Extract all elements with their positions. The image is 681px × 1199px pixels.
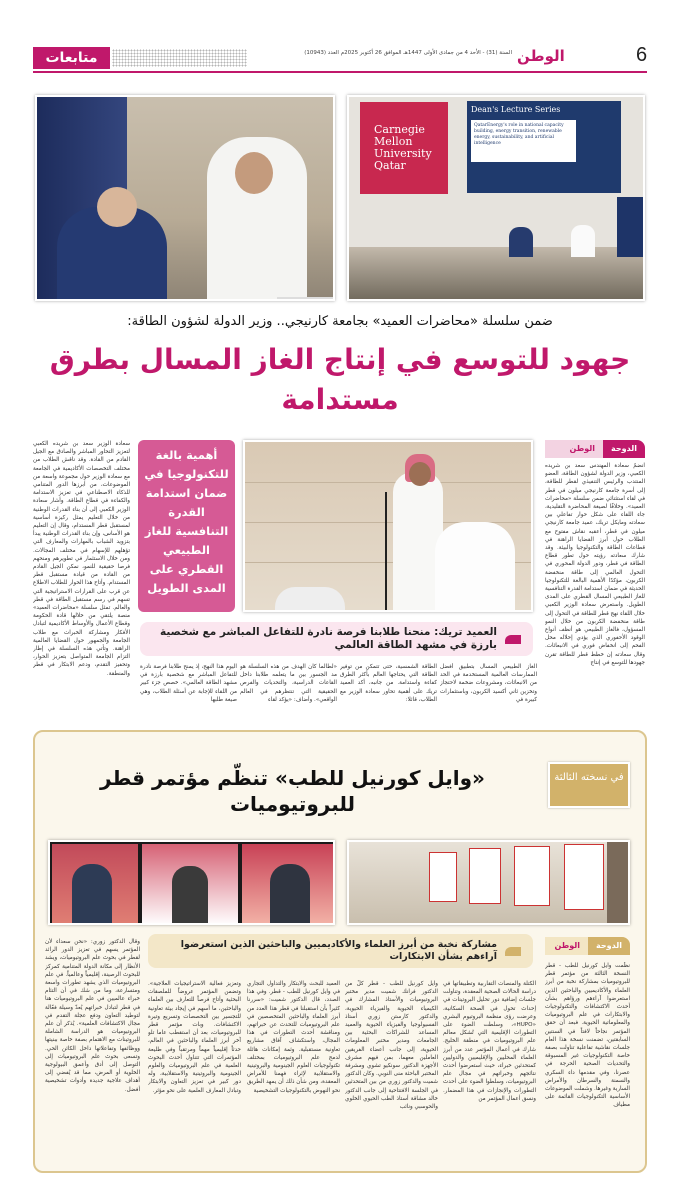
newspaper-logo: الوطن [517,47,565,65]
slide-title: Dean's Lecture Series [471,105,561,114]
article-column: سعادة الوزير سعد بن شريده الكعبي لتعزيز التحاور المباشر والصادق مع الجيل القادم من القادة. وقد ناقش الطلاب من مختلف التخصصات الأكاديمية في الجامعة مع سعادة الوزير حول مجموعة واسعة من الموضوعات، من أبرزها الدور المتنامي للذكاء الاصطناعي في تعزيز الاستدامة والكفاءة في قطاع الطاقة. وأشار سعادة الوزير الكعبي إلى أن بناء القدرات الوطنية من خلال التعليم يمثل ركيزة أساسية لمستقبل قطر المستدام، وقال إن التعليم هو الأساس، وإن بناء القدرات الوطنية يبدأ بتزويد الشباب بالمهارات والمعارف التي تؤهلهم للإسهام في مختلف المجالات. ومن خلال الاستثمار في تطويرهم ومنحهم فرصا حقيقية للنمو، نمكن الجيل القادم من القادة من قيادة مستقبل قطر المستدام. وأتاح هذا الحوار للطلاب الاطلاع عن قرب على القرارات الاستراتيجية التي تسهم في رسم مستقبل الطاقة في قطر والعالم. تمثل سلسلة «محاضرات العميد» منصة يلتقي من خلالها قادة الحكومة وقطاع الأعمال والأوساط الأكاديمية لتبادل الأفكار ومشاركة الخبرات مع طلاب الجامعة والجمهور حول القضايا العالمية الراهنة. وتأتي هذه السلسلة في إطار التزام الجامعة المتواصل بتعزيز الحوار، وتحفيز التقدم، ودعم الابتكار في قطر والمنطقة. [33,441,130,677]
dateline-tag [545,937,630,955]
article-column: العميد للبحث والابتكار والتداول التجاري في وايل كورنيل للطب - قطر. وفي هذا الصدد، قال الدكتور شميت: «سررنا كثيراً بأن استقبلنا في قطر هذا العدد من أبرز العلماء والباحثين المتخصصين في علم البروتيوميات للتحدث عن خبراتهم، ومناقشة أحدث التطورات في هذا المجال، واستكشاف آفاق مشاريع تعاونية مستقبلية. وثمة إمكانات هائلة لدمج علم البروتيوميات بمختلف تكنولوجيات العلوم الجينومية والبروتينية والاستقلابية لإثراء فهمنا للأمراض المعقدة، ومن شأن ذلك أن يمهد الطريق نحو النهوض بالتكنولوجيات التشخيصية [247,981,340,1094]
tag-city: الدوحة [588,937,630,955]
section-label: متابعات [33,47,110,69]
tag-source: الوطن [554,941,581,950]
edition-label: في نسخته الثالثة [548,762,630,808]
article-headline: جهود للتوسع في إنتاج الغاز المسال بطرق مستدامة [49,343,631,416]
article-column: نظّمت وايل كورنيل للطب - قطر النسخة الثالثة من مؤتمر قطر للبروتيوميات بمشاركة نخبة من أبرز العلماء والأكاديميين والباحثين الذين استعرضوا آراءهم ورؤاهم بشأن أحدث الاكتشافات والتكنولوجيات والابتكارات في علم البروتيوميات والمعلوماتية الحيوية. فبعد أن حقق المؤتمر نجاحاً لافتاً في السنتين السابقتين، تضمنت نسخة هذا العام جلسات نقاشية تفاعلية تناولت بصفة خاصة التكنولوجيات غير المسبوقة والتحديات الصحية الحرجة في عصرنا، وفي مقدمها داء السكري والسمنة والسرطان والأمراض السارية وغيرها. وشملت الموضوعات الأساسية التكنولوجيات القائمة على مطياف [545,963,630,1109]
pull-quote: أهمية بالغة للتكنولوجيا في ضمان استدامة القدرة التنافسية للغاز الطبيعي القطري على المدى الطويل [138,440,235,612]
page-number: 6 [636,44,648,66]
photo-speakers [48,840,335,925]
photo-poster-session [347,840,630,925]
article-column: وقال الدكتور زوري: «نحن سعداء لأن المؤتمر يسهم في تعزيز الدور الرائد لقطر في بحوث علم البروتيوميات، ويشد الأنظار إلى مكانة الدولة المتنامية كمركز للبحوث الرصينة، إقليمياً وعالمياً. في علم البروتيوميات الذي يشهد تطورات واسعة ومتسارعة، وما من شك في أن التئام خبراء عالميين في علم البروتيوميات هنا في قطر لتبادل خبراتهم يُعدّ وسيلة فعّالة لتوطيد التعاون ودفع عجلة التقدم في مجال الاكتشافات العلمية». يُذكر أن علم البروتيوميات هو الدراسة الشاملة للبروتينات مع الاهتمام بصفة خاصة ببنيتها ووظائفها وتفاعلاتها داخل الكائن الحي. وتسعى بحوث علم البروتيوميات إلى التوصل إلى أدق وأعمق البيولوجية الخلوية أو المرض، مما قد يُفضي إلى أهداف علاجية جديدة وأدوات تشخيصية أفضل. [45,939,140,1093]
article-column: الكتلة والمنصات التقاربية وتطبيقاتها في دراسة الحالات الصحية المعقدة، وتناولت جلسات إضافية دور تحليل البروتينات في إحداث تحول في الصحة السكانية، وعرضت رؤى منظمة البروتيوم البشري «HUPO»، وسلطت الضوء على التطورات الإقليمية التي تُشكل معالم علم البروتيوميات في منطقة الخليج. شارك في أعمال المؤتمر عدد من أبرز العلماء المحليين والإقليميين والدوليين كمتحدثين خبراء، حيث استعرضوا أحدث نتائجهم وخبراتهم في مجال علم البروتيوميات، وسلطوا الضوء على أحدث التطورات والإنجازات في هذا المضمار. ونسق أعمال المؤتمر من [443,981,536,1102]
article-column: اليوم هذا النهج، إذ يمنح طلابنا فرصة نادرة للتفاعل المباشر مع شخصية بارزة في مشهد الطاقة العالمي». خصص جزء كبير من اللقاء للإجابة عن أسئلة الطلاب، وهي صيغة طلبها [140,664,237,703]
article-kicker: ضمن سلسلة «محاضرات العميد» بجامعة كارنيجي.. وزير الدولة لشؤون الطاقة: [127,314,553,329]
article-subheadline [148,934,533,968]
article-column: «لطالما كان الهدف من هذه السلسلة هو مد الجسور بين ما يتعلمه طلابنا داخل القاعات الدراسية، والتحديات والفرص الحقيقية التي تنتظرهم في العالم الواقعي». وأضاف: «يؤكد لقاء [240,664,337,703]
dateline-tag [545,440,645,458]
photo-minister-on-stage [35,95,335,301]
photo-student-question [243,440,533,612]
dateline: السنة (31) - الأحد 4 من جمادى الأولى 1447هـ الموافق 26 أكتوبر 2025م العدد (10943) [304,50,512,56]
article-column: وايل كورنيل للطب - قطر كلٌ من الدكتور فرانك شميت مدير مختبر البروتيوميات والأستاذ المشارك في الكيمياء الحيوية والفيزياء الحيوية، والدكتور كارستن زوري أستاذ الفسيولوجيا والفيزياء الحيوية والعميد المساعد للشراكات البحثية بين الجامعات ومدير مختبر المعلومات الحيوية، إلى جانب أعضاء الفريقين العاملين معهما، بمن فيهم مشرف الأجهزة الدكتور سونكيو تشوي ومشرفة المختبر الباحثة منى النوبي. وكان الدكتور شميت والدكتور زوري من بين المتحدثين في الجلسة الافتتاحية إلى جانب الدكتور خالد مشاقة أستاذ الطب الحيوي الخلوي والحوسبي ونائب [345,981,438,1111]
header-pattern [112,49,247,67]
article-column: الطاقة الشمسية، حتى تتمكن من توفير الطاقة التي يحتاجها العالم بأكثر الطرق كفاءة واستدامة. من جانبه، أكد العميد تريك على أهمية تحاور سعادة الوزير مع الطلاب، قائلا: [340,664,437,703]
article-column: وتعزيز فعالية الاستراتيجيات العلاجية». وتضمن المؤتمر عروضاً للملصقات البحثية وأتاح فرصاً للتعارف بين العلماء والباحثين، ما أسهم في إيجاد بيئة تعاونية للتجسير بين التخصصات وتسريع وتيرة الاكتشافات. وبات مؤتمر قطر للبروتيوميات، بعد أن استقطب عاما تلو آخر أبرز العلماء والباحثين في العالم، حدثاً إقليمياً مهماً ومرتقباً وفي طليعة المؤتمرات التي تتناول أحدث البحوث العلمية في علم البروتيوميات والعلوم الجينومية والبروتينية والاستقلابية، وله دور كبير في تعزيز التعاون والابتكار وتبادل المعارف العلمية على نحو مؤثر. [148,981,241,1094]
lecture-slide [467,101,621,193]
article-subheadline [140,622,533,656]
header-rule [33,71,647,73]
bullet-marker [505,635,521,644]
bullet-marker [505,947,521,956]
cmu-qatar-banner: Carnegie Mellon University Qatar [360,102,448,194]
tag-city: الدوحة [603,440,645,458]
tag-source: الوطن [569,444,596,453]
article-column: الغاز الطبيعي المسال بتطبيق أفضل الممارسات العالمية المستخدمة في الحد من الانبعاثات، ومشروعات ضخمة لاحتجاز وتخزين ثاني أكسيد الكربون، وباستثمارات كبيرة في [440,664,537,703]
photo-lecture-hall [347,95,645,301]
slide-body: QatarEnergy's role in national capacity building, energy transition, renewable energy, sustainability, and artificial intelligence [471,120,576,162]
article-headline: «وايل كورنيل للطب» تنظّم مؤتمر قطر للبروتيوميات [100,766,485,816]
article-column: انضمّ سعادة المهندس سعد بن شريده الكعبي، وزير الدولة لشؤون الطاقة، العضو المنتدب والرئيس التنفيذي لقطر للطاقة، إلى أسرة جامعة كارنيجي ميلون في قطر في لقاء استثنائي ضمن سلسلة «محاضرات العميد». وخلافًا لصيغة المحاضرة التقليدية، جاء اللقاء على شكل حوار تفاعلي بين سعادته ومايكل تريك، عميد جامعة كارنيجي ميلون في قطر، أعقبه نقاش مفتوح مع الطلاب حول أبرز القضايا الراهنة في قطاعات الطاقة والتكنولوجيا والبيئة. وقد شارك سعادته رؤيته حول تطور قطاع الطاقة في قطر، ودور الدولة المحوري في التحول العالمي إلى طاقة منخفضة الكربون، مؤكدًا الأهمية البالغة للتكنولوجيا الحديثة في ضمان استدامة القدرة التنافسية للغاز الطبيعي المسال القطري على المدى الطويل. واستعرض سعادة الوزير الكعبي خلال اللقاء نهج قطر للطاقة في التحول إلى طاقة منخفضة الكربون من خلال النمو المسؤول، فالغاز الطبيعي هو أنظف أنواع الوقود الأحفوري الذي يؤدي إحلاله محل الفحم إلى انخفاض فوري في الانبعاثات. وقال سعادته إن خطط قطر للطاقة تقرن جهودها للتوسع في إنتاج [545,463,645,666]
subheadline-text: مشاركة نخبة من أبرز العلماء والأكاديميين والباحثين الذين استعرضوا آراءهم بشأن الابتكارات [180,939,497,962]
subheadline-text: العميد تريك: منحنا طلابنا فرصة نادرة للتفاعل المباشر مع شخصية بارزة في مشهد الطاقة العالمي [160,626,497,651]
